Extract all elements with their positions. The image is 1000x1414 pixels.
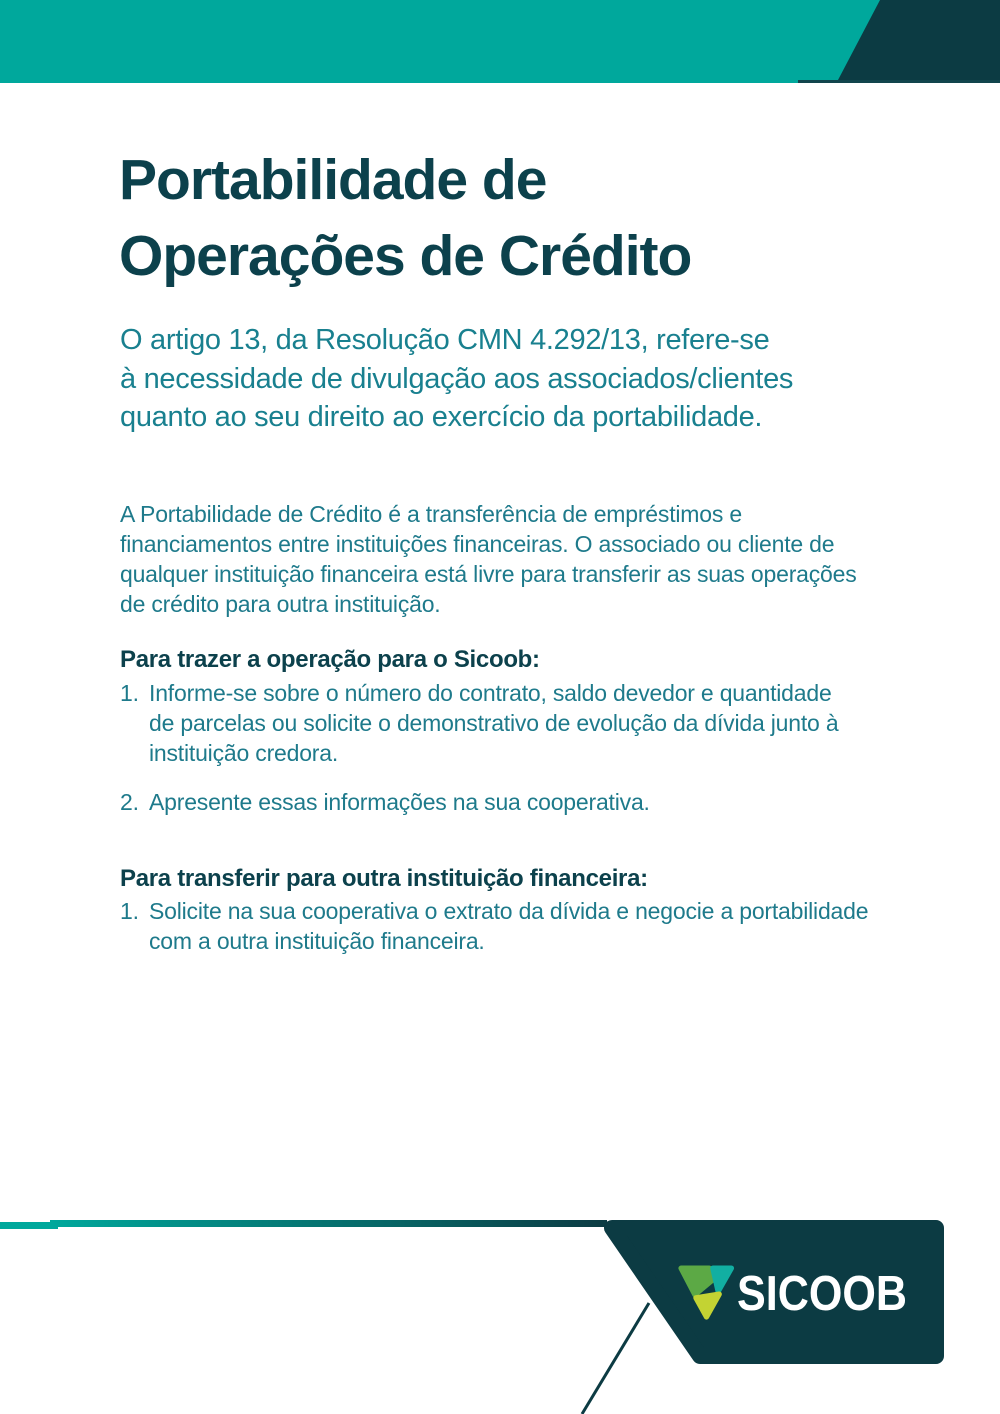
list-item-line: Solicite na sua cooperativa o extrato da dívida e negocie a portabilidade xyxy=(149,898,869,924)
subtitle-line: quanto ao seu direito ao exercício da portabilidade. xyxy=(120,401,763,433)
subtitle xyxy=(120,321,793,437)
list-item-line: de parcelas ou solicite o demonstrativo de evolução da dívida junto à xyxy=(149,710,839,736)
list-item-line: Apresente essas informações na sua cooperativa. xyxy=(149,789,650,815)
section2-heading: Para transferir para outra instituição financeira: xyxy=(120,865,648,892)
brand-wordmark: SICOOB xyxy=(737,1267,907,1321)
intro-paragraph xyxy=(120,499,857,619)
subtitle-line: à necessidade de divulgação aos associados/clientes xyxy=(120,362,794,395)
list-item xyxy=(120,678,838,768)
intro-line: financiamentos entre instituições financeiras. O associado ou cliente de xyxy=(120,531,835,557)
list-item-line: Informe-se sobre o número do contrato, saldo devedor e quantidade xyxy=(149,680,832,706)
list-item-text xyxy=(149,896,868,956)
footer-accent-line-left xyxy=(0,1222,58,1229)
intro-line: A Portabilidade de Crédito é a transferência de empréstimos e xyxy=(120,501,742,527)
list-item xyxy=(120,896,868,956)
page-title-line1: Portabilidade de xyxy=(119,148,547,212)
list-item-text xyxy=(149,787,650,817)
header-bar-accent-strip xyxy=(0,80,1000,83)
footer-diagonal-line xyxy=(582,1303,649,1414)
list-item-line: instituição credora. xyxy=(149,740,339,766)
list-item-line: com a outra instituição financeira. xyxy=(149,928,485,954)
list-item-number: 1. xyxy=(120,680,139,706)
list-item-text xyxy=(149,678,838,768)
intro-line: qualquer instituição financeira está livre para transferir as suas operações xyxy=(120,561,857,587)
list-item-number: 2. xyxy=(120,789,139,815)
list-item-number: 1. xyxy=(120,898,139,924)
page-title xyxy=(119,142,691,294)
page-title-line2: Operações de Crédito xyxy=(119,224,692,288)
subtitle-line: O artigo 13, da Resolução CMN 4.292/13, refere-se xyxy=(120,324,770,356)
intro-line: de crédito para outra instituição. xyxy=(120,591,441,617)
footer xyxy=(0,1215,1000,1414)
footer-accent-line xyxy=(50,1220,607,1227)
list-item xyxy=(120,787,650,817)
section1-heading: Para trazer a operação para o Sicoob: xyxy=(120,646,540,673)
